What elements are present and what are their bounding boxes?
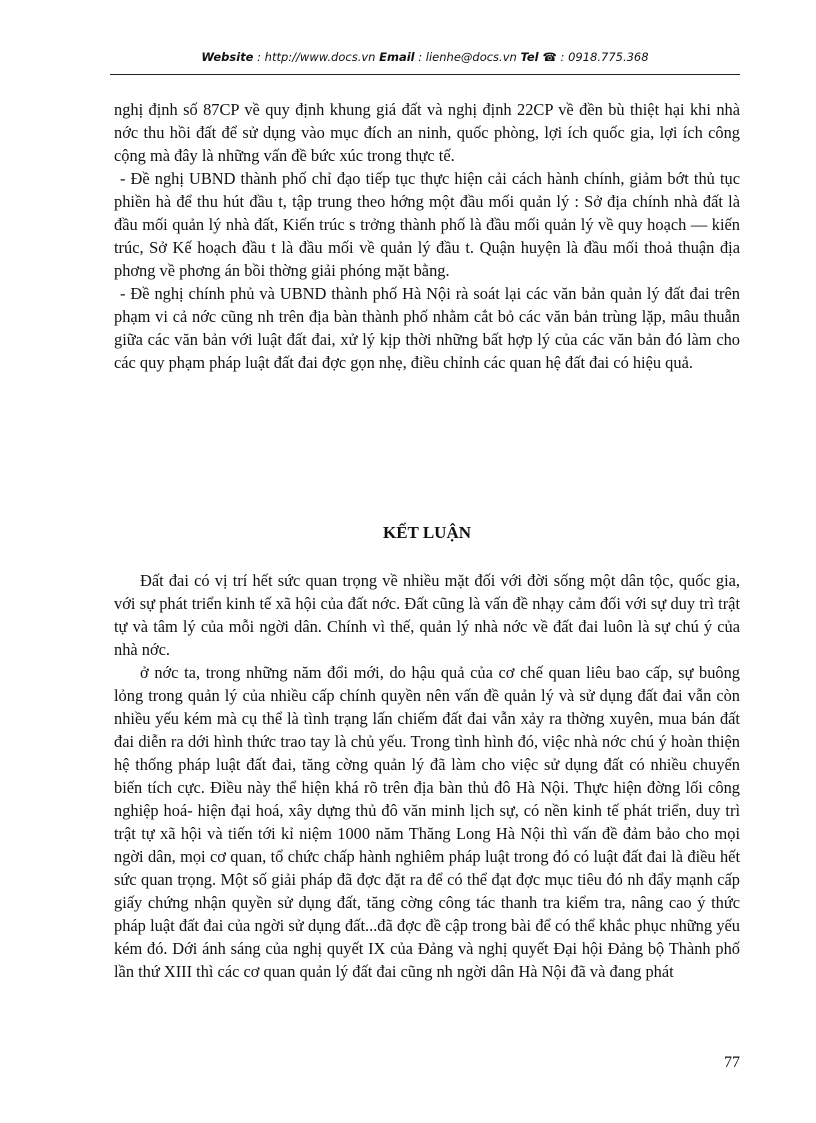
paragraph-land-importance: Đất đai có vị trí hết sức quan trọng về nhiều mặt đối với đời sống một dân tộc, quốc gia, với sự phát triển kinh tế xã hội của đất nớc. Đất cũng là vấn đề nhạy cảm đối với sự duy trì trật tự và tâm lý của mỗi ngời dân. Chính vì thế, quản lý nhà nớc về đất đai luôn là sự chú ý của nhà nớc. [114,571,740,659]
paragraph-review-documents: - Đề nghị chính phủ và UBND thành phố Hà Nội rà soát lại các văn bản quản lý đất đai trên phạm vi cả nớc cũng nh trên địa bàn thành phố nhằm cắt bỏ các văn bản trùng lặp, mâu thuẫn giữa các văn bản với luật đất đai, xử lý kịp thời những bất hợp lý của các văn bản đó làm cho các quy phạm pháp luật đất đai đợc gọn nhẹ, điều chỉnh các quan hệ đất đai có hiệu quả. [114,284,740,372]
email-label: Email [379,50,415,64]
tel-label: Tel ☎ [520,50,557,64]
tel-number: : 0918.775.368 [556,50,649,64]
page-number: 77 [724,1054,740,1071]
header-divider [110,74,740,75]
email-address: : lienhe@docs.vn [414,50,521,64]
paragraph-admin-reform: - Đề nghị UBND thành phố chỉ đạo tiếp tục thực hiện cải cách hành chính, giảm bớt thủ tục phiền hà để thu hút đầu t, tập trung theo hớng một đầu mối quản lý : Sở địa chính nhà đất là đầu mối quản lý nhà đất, Kiến trúc s trởng thành phố là đầu mối quản lý về quy hoạch — kiến trúc, Sở Kế hoạch đầu t là đầu mối về quản lý đầu t. Quận huyện là đầu mối thoả thuận địa phơng về phơng án bồi thờng giải phóng mặt bằng. [114,169,740,280]
paragraph-hanoi-situation: ở nớc ta, trong những năm đổi mới, do hậu quả của cơ chế quan liêu bao cấp, sự buông lỏng trong quản lý của nhiều cấp chính quyền nên vấn đề quản lý và sử dụng đất đai vẫn còn nhiều yếu kém mà cụ thể là tình trạng lấn chiếm đất đai vẫn xảy ra thờng xuyên, mua bán đất đai diễn ra dới hình thức trao tay là chủ yếu. Trong tình hình đó, việc nhà nớc chú ý hoàn thiện hệ thống pháp luật đất đai, tăng cờng quản lý đã làm cho việc sử dụng đất có nhiều chuyển biến tích cực. Điều này thể hiện khá rõ trên địa bàn thủ đô Hà Nội. Thực hiện đờng lối công nghiệp hoá- hiện đại hoá, xây dựng thủ đô văn minh lịch sự, có nền kinh tế phát triển, duy trì trật tự xã hội và tiến tới kỉ niệm 1000 năm Thăng Long Hà Nội thì vấn đề đảm bảo cho mọi ngời dân, mọi cơ quan, tổ chức chấp hành nghiêm pháp luật trong đó có luật đất đai là điều hết sức quan trọng. Một số giải pháp đã đợc đặt ra để có thể đạt đợc mục tiêu đó nh đẩy mạnh cấp giấy chứng nhận quyền sử dụng đất, tăng cờng công tác thanh tra kiểm tra, nâng cao ý thức pháp luật đất đai của ngời sử dụng đất...đã đợc đề cập trong bài để có thể khắc phục những yếu kém đó. Dới ánh sáng của nghị quyết IX của Đảng và nghị quyết Đại hội Đảng bộ Thành phố lần thứ XIII thì các cơ quan quản lý đất đai cũng nh ngời dân Hà Nội đã và đang phát [114,663,740,981]
paragraph-continuation: nghị định số 87CP về quy định khung giá đất và nghị định 22CP về đền bù thiệt hại khi nhà nớc thu hồi đất để sử dụng vào mục đích an ninh, quốc phòng, lợi ích quốc gia, lợi ích công cộng mà đây là những vấn đề bức xúc trong thực tế. [114,100,740,165]
page-header [110,50,740,64]
website-label: Website [201,50,254,64]
section-conclusion [114,569,740,983]
website-url: : http://www.docs.vn [253,50,380,64]
conclusion-title: KẾT LUẬN [382,523,471,542]
section-recommendations [114,98,740,374]
